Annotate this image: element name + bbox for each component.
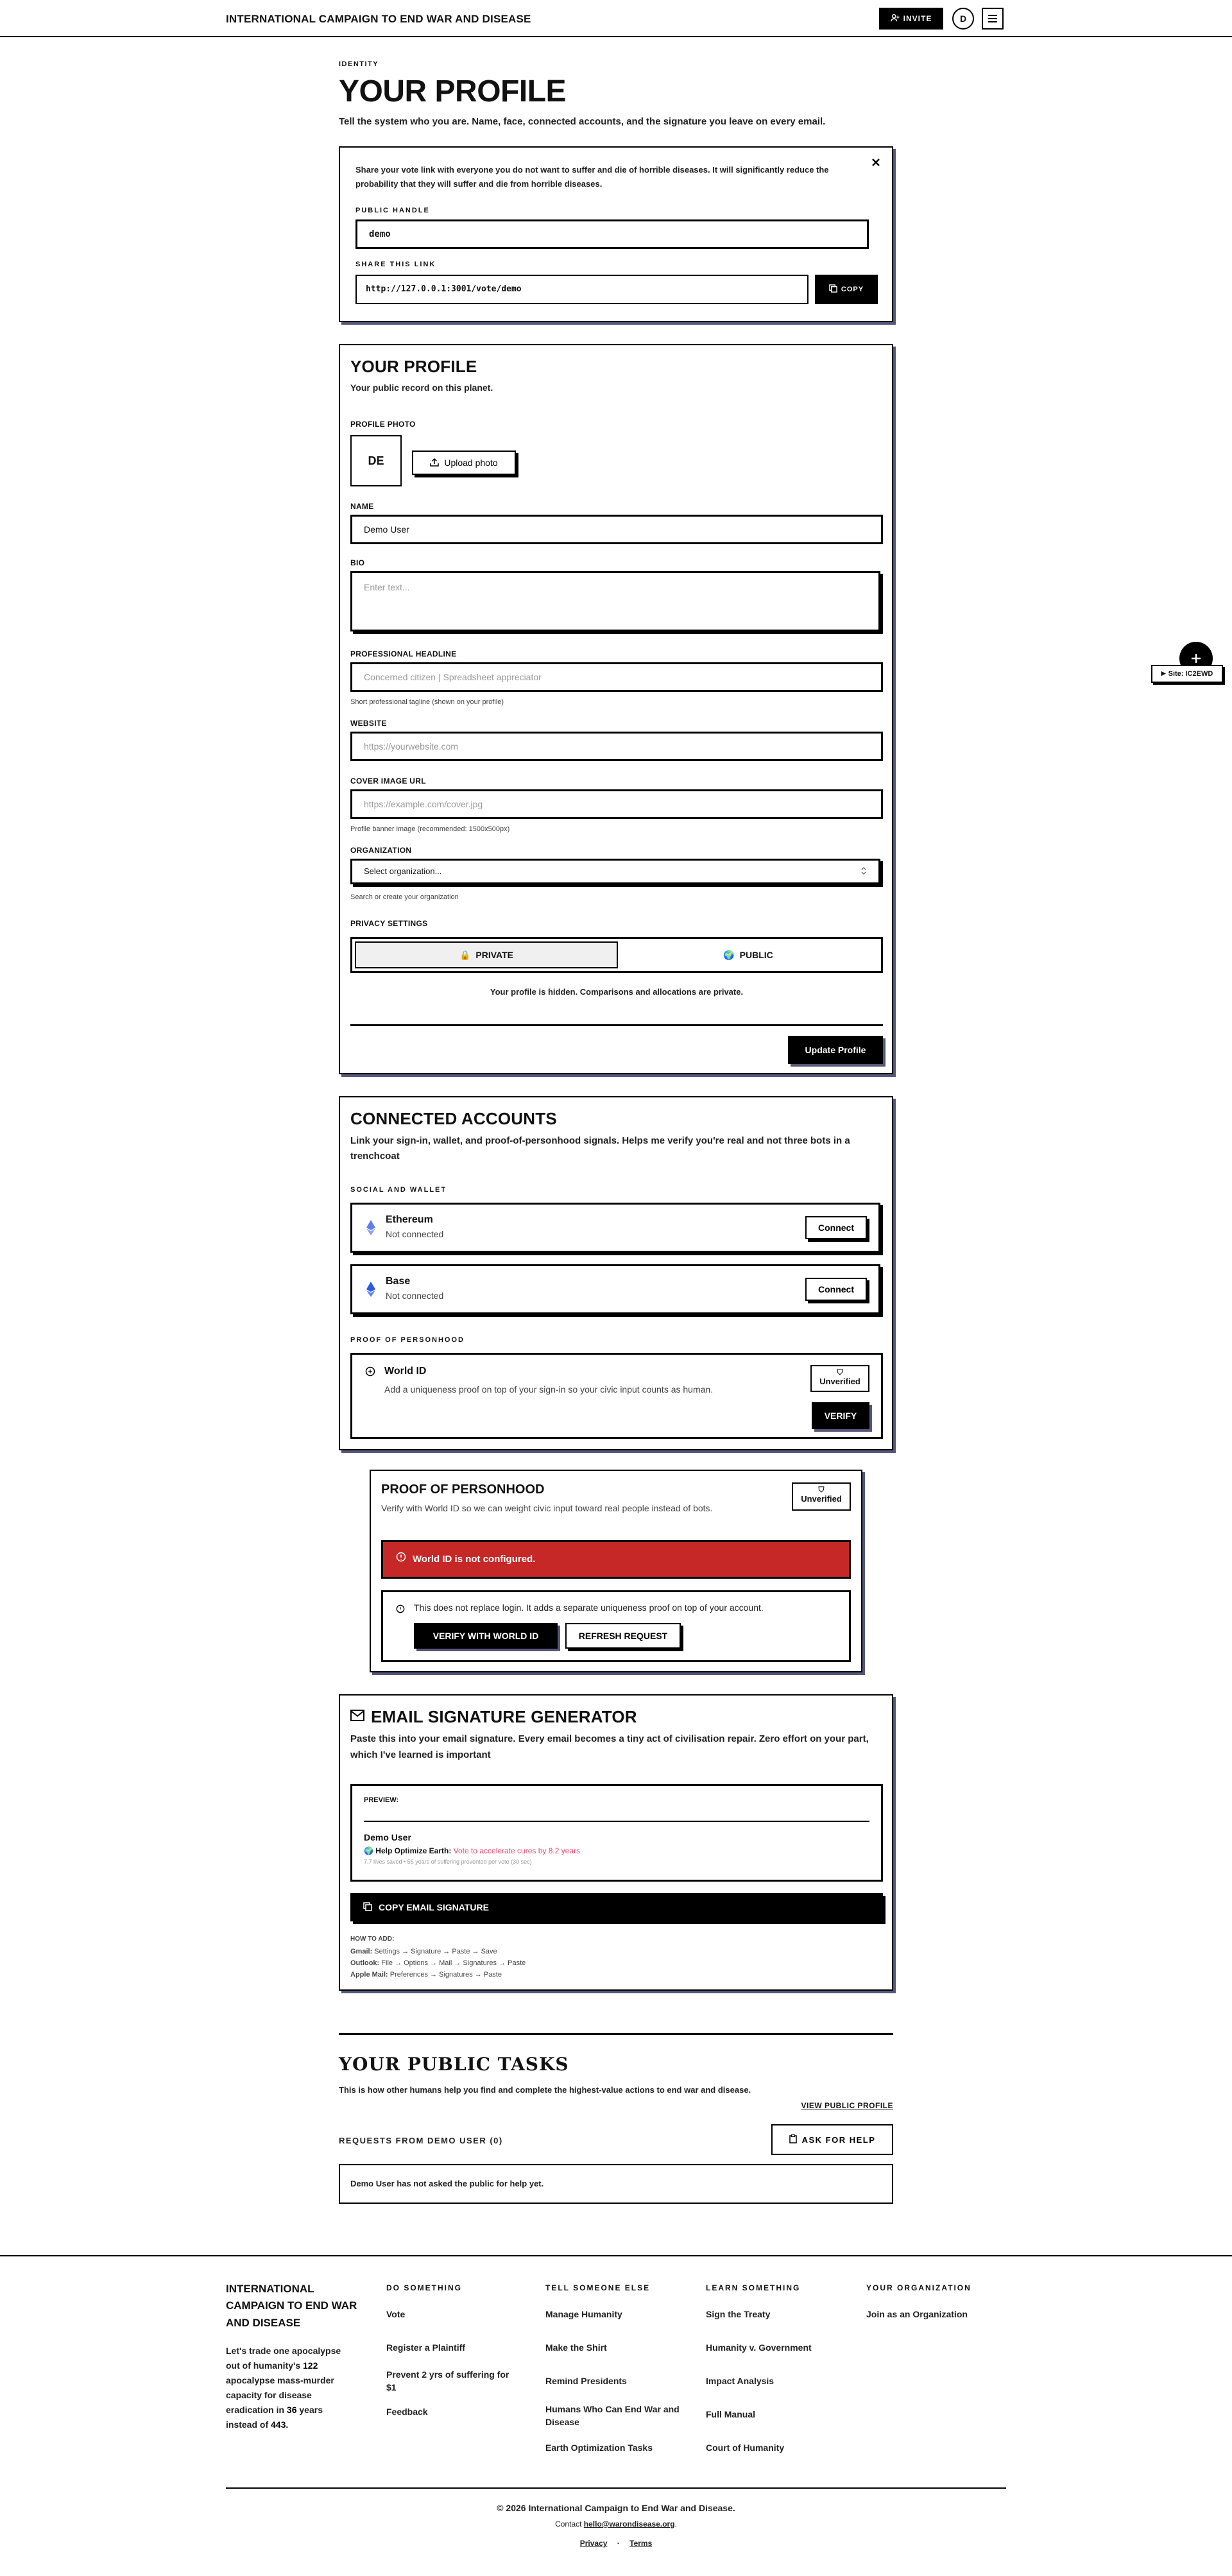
- privacy-note: Your profile is hidden. Comparisons and allocations are private.: [490, 987, 744, 997]
- preview-label: PREVIEW:: [364, 1796, 399, 1804]
- upload-photo-button[interactable]: [412, 451, 516, 475]
- footer-bottom-divider: [226, 2487, 1006, 2489]
- org-placeholder: Select organization...: [364, 866, 442, 877]
- pop-label: PROOF OF PERSONHOOD: [350, 1336, 465, 1344]
- footer-link[interactable]: Earth Optimization Tasks: [545, 2443, 653, 2453]
- world-id-badge: [810, 1365, 869, 1392]
- copy-signature-label: COPY EMAIL SIGNATURE: [379, 1902, 489, 1912]
- pop-card-subtitle: Verify with World ID so we can weight civic input toward real people instead of bots.: [381, 1503, 713, 1513]
- ask-for-help-button[interactable]: [771, 2124, 893, 2155]
- share-message: Share your vote link with everyone you do not want to suffer and die of horrible diseases. It will significantly reduce the probability that they will suffer and die from horrible diseases.: [355, 165, 829, 189]
- privacy-link[interactable]: Privacy: [579, 2539, 608, 2548]
- name-label: NAME: [350, 502, 374, 511]
- footer-link[interactable]: Manage Humanity: [545, 2309, 622, 2319]
- world-id-desc: Add a uniqueness proof on top of your sign-in so your civic input counts as human.: [384, 1384, 714, 1395]
- proof-of-personhood-card: [370, 1470, 862, 1672]
- signature-preview: [350, 1784, 883, 1882]
- private-option[interactable]: [355, 941, 618, 968]
- contact-email-link[interactable]: hello@warondisease.org: [583, 2520, 675, 2529]
- footer-link[interactable]: Court of Humanity: [706, 2443, 785, 2453]
- share-link-value: http://127.0.0.1:3001/vote/demo: [366, 284, 522, 295]
- world-id-box: [350, 1353, 883, 1439]
- website-placeholder: https://yourwebsite.com: [364, 741, 459, 751]
- email-signature-card: [339, 1694, 893, 1991]
- account-name: Ethereum: [386, 1214, 433, 1225]
- upload-icon: [430, 458, 439, 468]
- howto-label: HOW TO ADD:: [350, 1936, 395, 1943]
- headline-placeholder: Concerned citizen | Spreadsheet appreciator: [364, 671, 542, 682]
- hamburger-icon[interactable]: [982, 8, 1004, 30]
- profile-card: [339, 344, 893, 1074]
- tasks-title: YOUR PUBLIC TASKS: [339, 2054, 569, 2075]
- footer-link[interactable]: Feedback: [386, 2407, 428, 2417]
- footer-link[interactable]: Impact Analysis: [706, 2376, 774, 2386]
- bio-placeholder: Enter text...: [364, 582, 410, 592]
- howto-apple-mail: Apple Mail: Preferences → Signatures → Paste: [350, 1971, 502, 1979]
- footer-link[interactable]: Register a Plaintiff: [386, 2342, 465, 2353]
- handle-input[interactable]: [355, 219, 869, 249]
- verify-button[interactable]: VERIFY: [812, 1402, 869, 1429]
- alert-icon: [396, 1552, 406, 1567]
- divider: [350, 1024, 883, 1026]
- website-label: WEBSITE: [350, 719, 387, 728]
- bio-label: BIO: [350, 558, 365, 567]
- footer-column-title: TELL SOMEONE ELSE: [545, 2283, 651, 2292]
- shield-icon: [396, 1604, 405, 1619]
- preview-prefix: Help Optimize Earth:: [375, 1846, 452, 1855]
- pop-note-box: [381, 1590, 851, 1662]
- cover-input[interactable]: [350, 789, 883, 819]
- connect-base-button[interactable]: Connect: [805, 1278, 867, 1301]
- copy-label: COPY: [841, 286, 864, 293]
- cover-hint: Profile banner image (recommended: 1500x500px): [350, 825, 510, 833]
- social-label: SOCIAL AND WALLET: [350, 1186, 447, 1194]
- signature-subtitle: Paste this into your email signature. Every email becomes a tiny act of civilisation repair. Zero effort on your part, which I've learned is important: [350, 1733, 869, 1760]
- error-text: World ID is not configured.: [413, 1553, 536, 1565]
- privacy-toggle: [350, 937, 883, 973]
- page-header: [339, 59, 893, 130]
- add-user-icon: [891, 13, 900, 24]
- lock-icon: 🔒: [459, 949, 471, 960]
- pop-note-text: This does not replace login. It adds a separate uniqueness proof on top of your account.: [414, 1602, 764, 1613]
- legal-separator: ·: [617, 2539, 620, 2548]
- connected-subtitle: Link your sign-in, wallet, and proof-of-personhood signals. Helps me verify you're real and not three bots in a trenchcoat: [350, 1135, 850, 1162]
- share-link-field[interactable]: [355, 275, 809, 304]
- headline-hint: Short professional tagline (shown on your profile): [350, 698, 504, 706]
- tasks-divider: [339, 2033, 893, 2035]
- cover-label: COVER IMAGE URL: [350, 777, 426, 786]
- footer-link[interactable]: Full Manual: [706, 2409, 755, 2419]
- signature-title: EMAIL SIGNATURE GENERATOR: [371, 1707, 637, 1726]
- preview-divider: [364, 1821, 869, 1822]
- page-subtitle: Tell the system who you are. Name, face, connected accounts, and the signature you leave on every email.: [339, 116, 826, 128]
- site-badge[interactable]: [1151, 665, 1223, 683]
- headline-label: PROFESSIONAL HEADLINE: [350, 649, 457, 658]
- org-hint: Search or create your organization: [350, 893, 459, 901]
- preview-name: Demo User: [364, 1832, 411, 1842]
- footer-column-title: YOUR ORGANIZATION: [866, 2283, 971, 2292]
- ethereum-icon: [366, 1220, 375, 1241]
- howto-gmail: Gmail: Settings → Signature → Paste → Save: [350, 1948, 497, 1955]
- preview-stats: 7.7 lives saved • 55 years of suffering prevented per vote (30 sec): [364, 1859, 532, 1865]
- footer-link[interactable]: Vote: [386, 2309, 406, 2319]
- update-profile-button[interactable]: Update Profile: [788, 1036, 883, 1064]
- requests-label: REQUESTS FROM DEMO USER (0): [339, 2136, 503, 2145]
- footer-legal-links: [0, 2537, 1232, 2549]
- ask-for-help-label: ASK FOR HELP: [801, 2134, 876, 2145]
- badge-label: Unverified: [819, 1377, 860, 1387]
- footer-link[interactable]: Prevent 2 yrs of suffering for $1: [386, 2369, 509, 2393]
- howto-outlook: Outlook: File → Options → Mail → Signatures → Paste: [350, 1959, 526, 1968]
- footer-link[interactable]: Join as an Organization: [866, 2309, 968, 2319]
- avatar: DE: [350, 435, 402, 486]
- footer-blurb: Let's trade one apocalypse out of humanity's 122 apocalypse mass-murder capacity for disease eradication in 36 years instead of 443.: [226, 2346, 341, 2430]
- page-title: YOUR PROFILE: [339, 74, 567, 108]
- copy-icon: [363, 1902, 372, 1913]
- public-label: PUBLIC: [739, 949, 773, 960]
- footer-divider: [0, 2255, 1232, 2256]
- share-card: [339, 146, 893, 322]
- name-input[interactable]: [350, 515, 883, 544]
- bio-textarea[interactable]: [350, 571, 880, 631]
- preview-link[interactable]: Vote to accelerate cures by 8.2 years: [453, 1846, 581, 1855]
- copy-link-button[interactable]: [815, 275, 878, 304]
- link-label: SHARE THIS LINK: [355, 261, 436, 268]
- footer-copyright: © 2026 International Campaign to End War and Disease.: [497, 2503, 735, 2513]
- verify-world-id-button[interactable]: VERIFY WITH WORLD ID: [414, 1623, 558, 1649]
- refresh-request-button[interactable]: REFRESH REQUEST: [565, 1623, 681, 1649]
- photo-label: PROFILE PHOTO: [350, 420, 416, 429]
- footer-link[interactable]: Remind Presidents: [545, 2376, 627, 2386]
- handle-value: demo: [369, 228, 391, 239]
- handle-label: PUBLIC HANDLE: [355, 207, 430, 214]
- connected-accounts-card: [339, 1096, 893, 1450]
- clipboard-icon: [789, 2134, 797, 2145]
- account-name: Base: [386, 1276, 411, 1287]
- globe-icon: 🌍: [723, 949, 735, 960]
- pop-badge: [792, 1482, 851, 1511]
- base-icon: [366, 1282, 375, 1302]
- upload-label: Upload photo: [444, 458, 498, 468]
- tasks-empty-state: Demo User has not asked the public for help yet.: [339, 2164, 893, 2204]
- play-icon: ▶: [1161, 670, 1166, 677]
- close-icon[interactable]: [869, 155, 883, 169]
- pop-card-title: PROOF OF PERSONHOOD: [381, 1482, 545, 1497]
- private-label: PRIVATE: [475, 949, 514, 960]
- public-option[interactable]: [618, 941, 878, 968]
- globe-icon: 🌍: [364, 1846, 373, 1855]
- chevron-updown-icon: [860, 865, 867, 879]
- footer-link[interactable]: Sign the Treaty: [706, 2309, 771, 2319]
- shield-icon: ⛉: [818, 1485, 825, 1494]
- footer-brand: INTERNATIONAL CAMPAIGN TO END WAR AND DISEASE: [226, 2283, 357, 2329]
- tasks-subtitle: This is how other humans help you find and complete the highest-value actions to end war and disease.: [339, 2085, 751, 2095]
- mail-icon: [350, 1710, 364, 1726]
- terms-link[interactable]: Terms: [629, 2539, 653, 2548]
- footer-column-title: LEARN SOMETHING: [706, 2283, 801, 2292]
- name-value: Demo User: [364, 524, 409, 535]
- account-ethereum: [350, 1203, 880, 1253]
- page-eyebrow: IDENTITY: [339, 60, 379, 68]
- account-base: [350, 1264, 880, 1314]
- cover-placeholder: https://example.com/cover.jpg: [364, 798, 483, 809]
- footer-contact: Contact hello@warondisease.org.: [555, 2520, 677, 2529]
- shield-icon: ⛉: [837, 1368, 843, 1377]
- headline-input[interactable]: [350, 662, 883, 692]
- footer-link[interactable]: Humanity v. Government: [706, 2342, 812, 2353]
- website-input[interactable]: [350, 732, 883, 761]
- account-status: Not connected: [386, 1229, 444, 1239]
- site-label: Site: IC2EWD: [1168, 669, 1213, 678]
- top-nav: [0, 0, 1232, 37]
- connect-ethereum-button[interactable]: Connect: [805, 1216, 867, 1239]
- badge-label: Unverified: [801, 1494, 842, 1504]
- copy-signature-button[interactable]: [350, 1893, 883, 1921]
- user-avatar-button[interactable]: D: [952, 8, 974, 30]
- shield-icon: [365, 1366, 375, 1382]
- privacy-label: PRIVACY SETTINGS: [350, 919, 428, 928]
- footer-link[interactable]: Humans Who Can End War and Disease: [545, 2404, 680, 2428]
- org-select[interactable]: [350, 859, 880, 884]
- footer-column-title: DO SOMETHING: [386, 2283, 463, 2292]
- brand-title[interactable]: INTERNATIONAL CAMPAIGN TO END WAR AND DISEASE: [226, 13, 531, 25]
- connected-title: CONNECTED ACCOUNTS: [350, 1109, 557, 1128]
- invite-button[interactable]: [879, 8, 943, 30]
- copy-icon: [829, 284, 837, 295]
- account-status: Not connected: [386, 1291, 444, 1301]
- profile-card-title: YOUR PROFILE: [350, 357, 477, 376]
- footer-link[interactable]: Make the Shirt: [545, 2342, 607, 2353]
- org-label: ORGANIZATION: [350, 846, 412, 855]
- howto-list: [350, 1946, 526, 1980]
- world-id-name: World ID: [384, 1366, 427, 1377]
- invite-label: INVITE: [903, 14, 932, 23]
- profile-card-subtitle: Your public record on this planet.: [350, 382, 493, 393]
- view-public-profile-link[interactable]: VIEW PUBLIC PROFILE: [801, 2101, 893, 2110]
- error-banner: [381, 1540, 851, 1579]
- preview-tagline: [364, 1845, 580, 1857]
